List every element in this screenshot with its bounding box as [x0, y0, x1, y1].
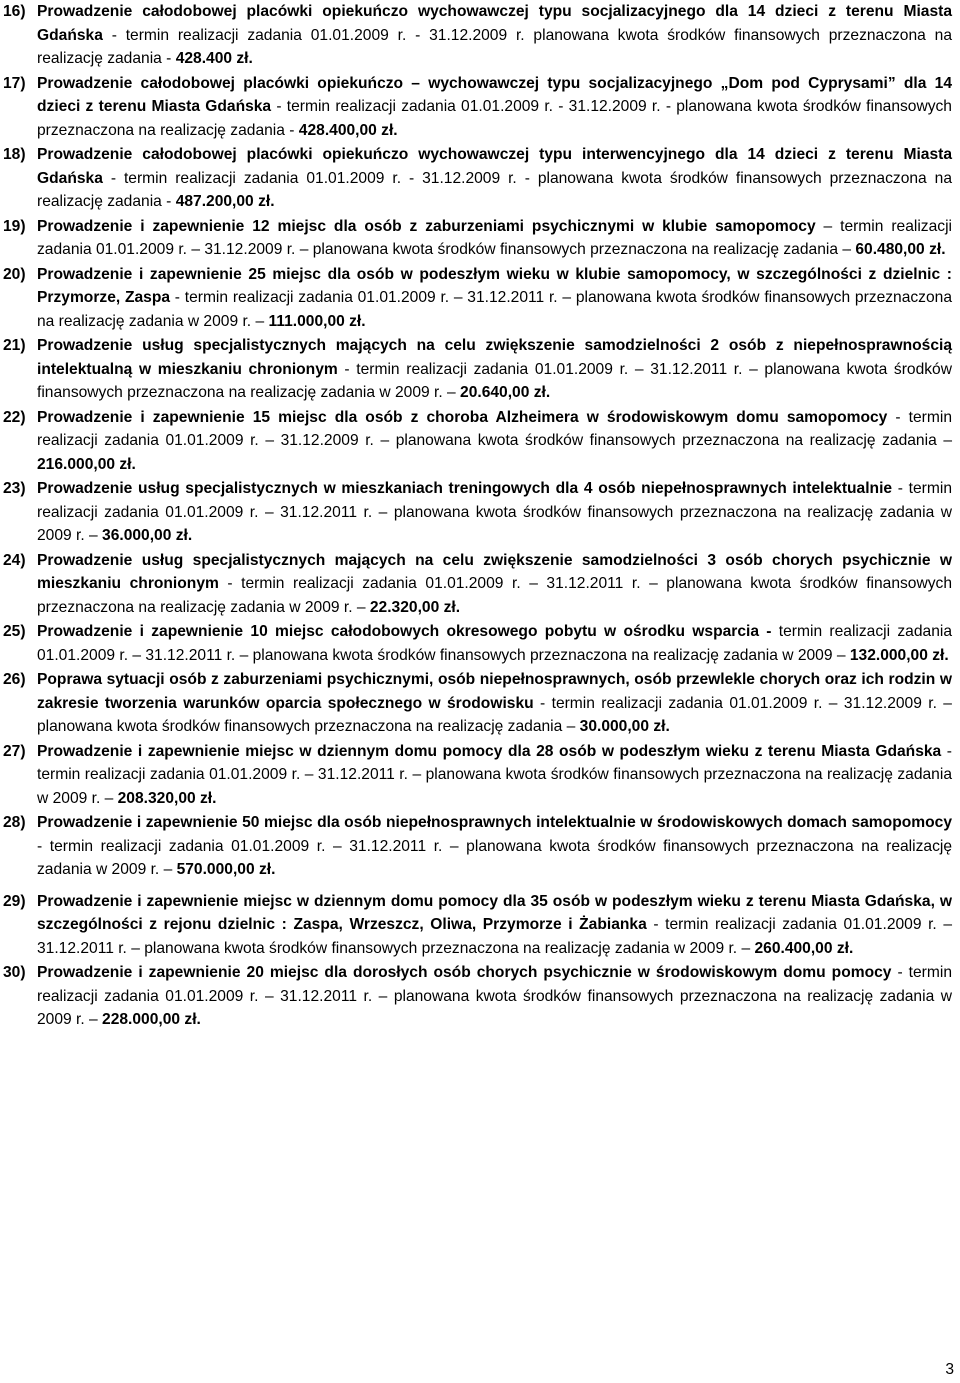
item-text	[37, 890, 952, 961]
item-number: 21)	[3, 337, 26, 354]
item-text	[37, 740, 952, 811]
item-text-bold: Prowadzenie całodobowej placówki opiekuńczo wychowawczej typu socjalizacyjnego dla 14 dzieci z terenu Miasta Gdańska	[37, 3, 952, 44]
list-item	[0, 668, 960, 739]
item-text-bold: 428.400,00 zł.	[298, 121, 398, 139]
item-text-regular: - termin realizacji zadania 01.01.2009 r. – 31.12.2011 r. – planowana kwota środków finansowych przeznaczona na realizację zadania w 2009 r. –	[37, 742, 952, 807]
item-text	[37, 668, 952, 739]
item-text-bold: 208.320,00 zł.	[117, 789, 217, 807]
item-number: 27)	[3, 742, 26, 760]
item-text-regular: - termin realizacji zadania 01.01.2009 r. - 31.12.2009 r. planowana kwota środków finansowych przeznaczona na realizację zadania -	[37, 26, 952, 67]
list-item	[0, 143, 960, 214]
item-text-bold: 60.480,00 zł.	[855, 241, 946, 258]
item-text-regular: - termin realizacji zadania 01.01.2009 r. – 31.12.2009 r. – planowana kwota środków finansowych przeznaczona na realizację zadania –	[37, 694, 952, 735]
item-text-bold: 20.640,00 zł.	[460, 384, 551, 401]
item-number: 25)	[3, 623, 26, 640]
item-text-regular: - termin realizacji zadania 01.01.2009 r. – 31.12.2011 r. – planowana kwota środków finansowych przeznaczona na realizację zadania w 2009 r. –	[37, 916, 953, 957]
item-text-regular: – termin realizacji zadania 01.01.2009 r. – 31.12.2009 r. – planowana kwota środków finansowych przeznaczona na realizację zadania –	[37, 217, 953, 258]
item-number: 20)	[3, 265, 26, 283]
item-text-bold: 228.000,00 zł.	[102, 1011, 201, 1028]
list-item	[0, 406, 960, 477]
item-text	[37, 961, 952, 1032]
item-text-regular: - termin realizacji zadania 01.01.2009 r. – 31.12.2011 r. – planowana kwota środków finansowych przeznaczona na realizację zadania w 2009 r. –	[37, 837, 952, 878]
item-number: 22)	[3, 408, 26, 426]
item-text-bold: Prowadzenie i zapewnienie miejsc w dziennym domu pomocy dla 35 osób w podeszłym wieku z terenu Miasta Gdańska, w szczególności z rejonu dzielnic : Zaspa, Wrzeszcz, Oliwa, Przymorze i Żabianka	[37, 892, 952, 933]
list-item	[0, 334, 960, 405]
item-text-bold: 30.000,00 zł.	[579, 718, 670, 735]
item-text-bold: Prowadzenie usług specjalistycznych mających na celu zwiększenie samodzielności 3 osób chorych psychicznie w mieszkaniu chronionym	[37, 551, 952, 592]
item-text	[37, 811, 952, 882]
item-number: 30)	[3, 964, 26, 981]
item-text-bold: Prowadzenie i zapewnienie 15 miejsc dla osób z choroba Alzheimera w środowiskowym domu samopomocy	[37, 408, 888, 426]
item-text-bold: 36.000,00 zł.	[102, 527, 193, 544]
list-item	[0, 961, 960, 1032]
item-text-bold: Poprawa sytuacji osób z zaburzeniami psychicznymi, osób niepełnosprawnych, osób przewlekle chorych oraz ich rodzin w zakresie tworzenia warunków oparcia społecznego w środowisku	[37, 671, 952, 712]
item-text-regular: - termin realizacji zadania 01.01.2009 r. - 31.12.2009 r. - planowana kwota środków finansowych przeznaczona na realizację zadania -	[37, 98, 952, 139]
item-text-bold: Prowadzenie i zapewnienie 20 miejsc dla dorosłych osób chorych psychicznie w środowiskowym domu pomocy	[37, 964, 892, 981]
item-number: 17)	[3, 74, 26, 92]
item-text-regular: - termin realizacji zadania 01.01.2009 r. – 31.12.2011 r. – planowana kwota środków finansowych przeznaczona na realizację zadania w 2009 r. –	[37, 360, 952, 401]
item-text-regular: - termin realizacji zadania 01.01.2009 r. – 31.12.2011 r. – planowana kwota środków finansowych przeznaczona na realizację zadania w 2009 r. –	[37, 964, 952, 1028]
item-text-regular: - termin realizacji zadania 01.01.2009 r. – 31.12.2011 r. – planowana kwota środków finansowych przeznaczona na realizację zadania w 2009 r. –	[37, 480, 952, 544]
item-text-bold: 260.400,00 zł.	[754, 939, 854, 957]
item-text-regular: - termin realizacji zadania 01.01.2009 r. – 31.12.2009 r. – planowana kwota środków finansowych przeznaczona na realizację zadania –	[37, 408, 952, 449]
item-text-bold: 132.000,00 zł.	[849, 646, 949, 664]
item-text	[37, 334, 952, 405]
list-item	[0, 740, 960, 811]
item-text-bold: Prowadzenie i zapewnienie miejsc w dziennym domu pomocy dla 28 osób w podeszłym wieku z terenu Miasta Gdańska	[37, 742, 942, 760]
item-text	[37, 143, 952, 214]
item-number: 24)	[3, 551, 26, 569]
item-text	[37, 620, 952, 667]
item-text	[37, 215, 952, 262]
item-text-bold: Prowadzenie i zapewnienie 12 miejsc dla osób z zaburzeniami psychicznymi w klubie samopomocy	[37, 217, 816, 235]
item-number: 16)	[3, 3, 26, 20]
list-item	[0, 890, 960, 961]
item-number: 18)	[3, 146, 26, 163]
item-text-bold: Prowadzenie usług specjalistycznych w mieszkaniach treningowych dla 4 osób niepełnosprawnych intelektualnie	[37, 480, 893, 497]
item-text-bold: Prowadzenie całodobowej placówki opiekuńczo wychowawczej typu interwencyjnego dla 14 dzieci z terenu Miasta Gdańska	[37, 146, 952, 187]
item-text-bold: 216.000,00 zł.	[37, 455, 136, 473]
list-item	[0, 549, 960, 620]
item-number: 23)	[3, 480, 26, 497]
item-text	[37, 0, 952, 71]
list-item	[0, 477, 960, 548]
item-number: 28)	[3, 814, 26, 831]
item-text-bold: Prowadzenie usług specjalistycznych mających na celu zwiększenie samodzielności 2 osób z niepełnosprawnością intelektualną w mieszkaniu chronionym	[37, 337, 952, 378]
item-text-bold: 111.000,00 zł.	[268, 312, 366, 330]
item-text-bold: Prowadzenie i zapewnienie 50 miejsc dla osób niepełnosprawnych intelektualnie w środowiskowych domach samopomocy	[37, 814, 952, 831]
item-text	[37, 263, 952, 334]
item-text-bold: 22.320,00 zł.	[369, 598, 461, 616]
list-item	[0, 0, 960, 71]
item-text-bold: Prowadzenie całodobowej placówki opiekuńczo – wychowawczej typu socjalizacyjnego „Dom pod Cyprysami” dla 14 dzieci z terenu Miasta Gdańska	[37, 74, 952, 115]
item-text-regular: - termin realizacji zadania 01.01.2009 r. – 31.12.2011 r. – planowana kwota środków finansowych przeznaczona na realizację zadania w 2009 r. –	[37, 289, 952, 330]
list-item	[0, 72, 960, 143]
page-number: 3	[945, 1361, 954, 1378]
item-text	[37, 406, 952, 477]
item-text-regular: - termin realizacji zadania 01.01.2009 r. - 31.12.2009 r. - planowana kwota środków finansowych przeznaczona na realizację zadania -	[37, 169, 952, 210]
list-item	[0, 215, 960, 262]
item-text	[37, 549, 952, 620]
item-text-bold: 570.000,00 zł.	[176, 861, 276, 878]
list-item	[0, 620, 960, 667]
list-item	[0, 263, 960, 334]
item-text-bold: 428.400 zł.	[175, 50, 253, 67]
item-text-regular: termin realizacji zadania 01.01.2009 r. – 31.12.2011 r. – planowana kwota środków finansowych przeznaczona na realizację zadania w 2009 –	[37, 623, 952, 664]
item-text	[37, 477, 952, 548]
item-text-bold: Prowadzenie i zapewnienie 25 miejsc dla osób w podeszłym wieku w klubie samopomocy, w szczególności z dzielnic : Przymorze, Zaspa	[37, 265, 952, 306]
item-text-bold: Prowadzenie i zapewnienie 10 miejsc całodobowych okresowego pobytu w ośrodku wsparcia -	[37, 623, 772, 640]
item-number: 29)	[3, 892, 26, 910]
list-item	[0, 811, 960, 882]
item-number: 19)	[3, 217, 26, 235]
item-text-bold: 487.200,00 zł.	[175, 193, 275, 210]
item-number: 26)	[3, 671, 26, 688]
item-text	[37, 72, 952, 143]
item-text-regular: - termin realizacji zadania 01.01.2009 r. – 31.12.2011 r. – planowana kwota środków finansowych przeznaczona na realizację zadania w 2009 r. –	[37, 575, 953, 616]
